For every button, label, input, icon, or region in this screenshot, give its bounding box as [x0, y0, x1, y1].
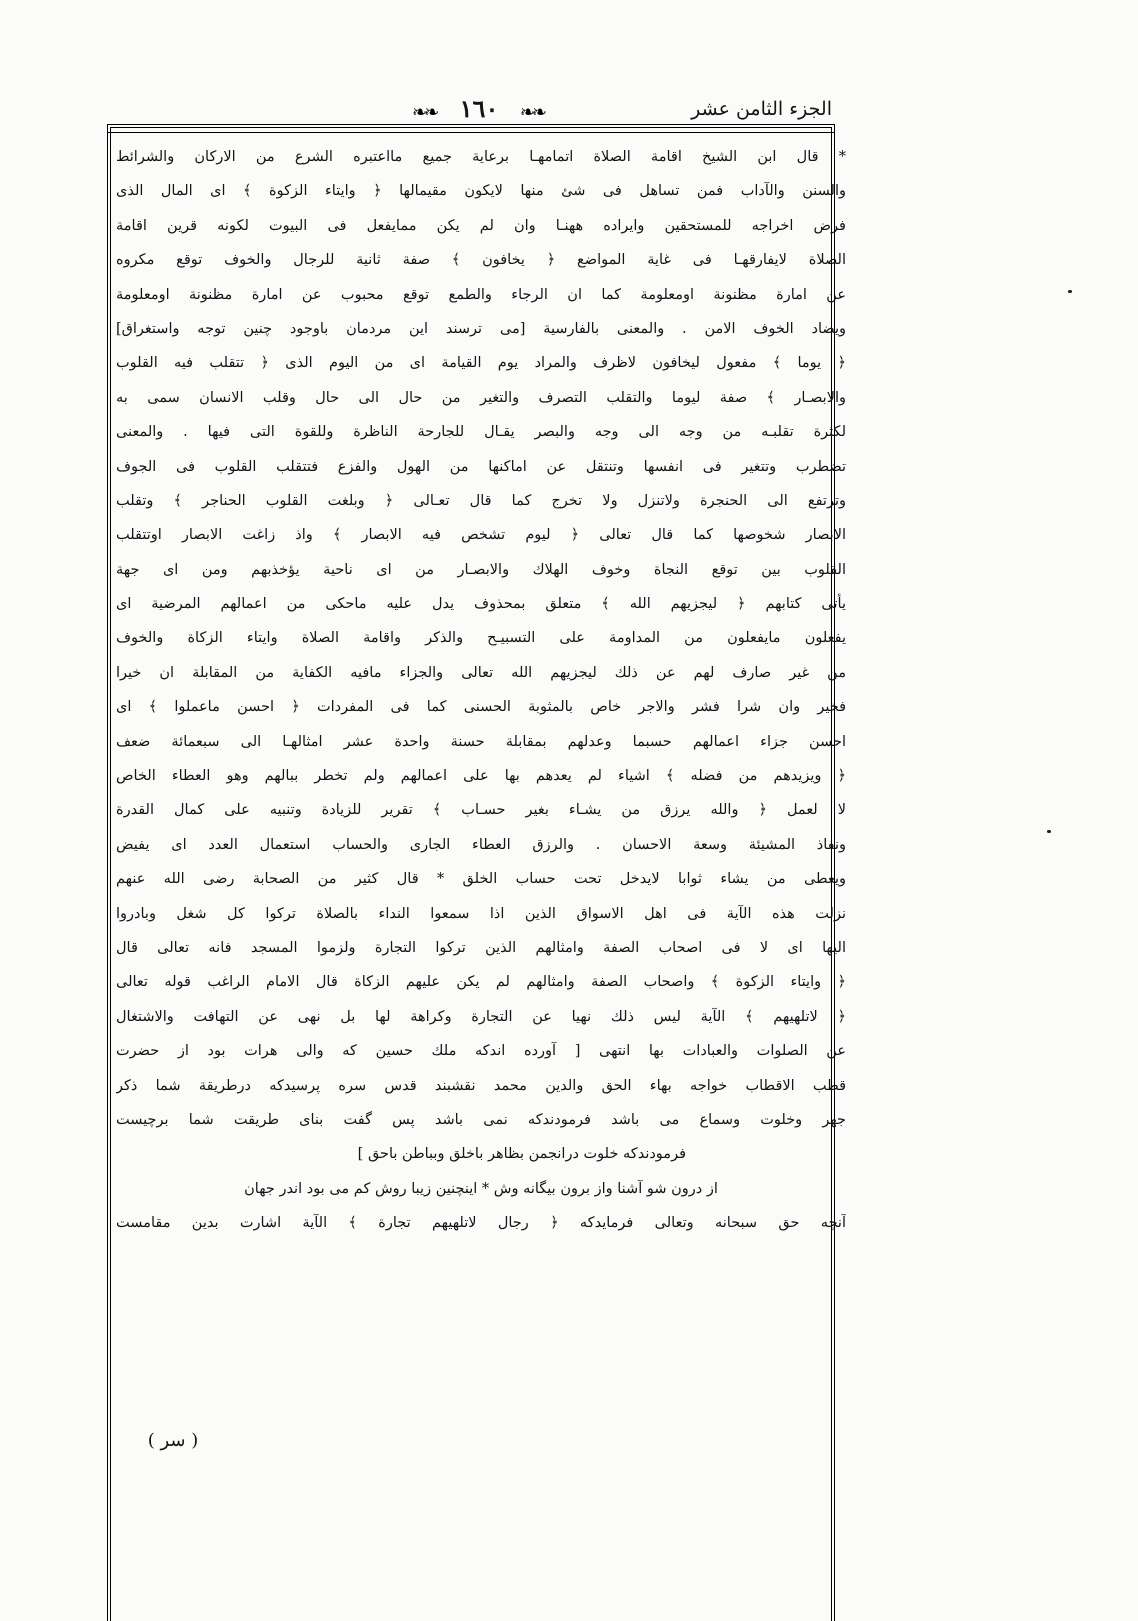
text-line: ﴿ ويزيدهم من فضله ﴾ اشياء لم يعدهم بها على اعمالهم ولم تخطر ببالهم وهو العطاء الخاص [116, 768, 846, 785]
body-text [116, 140, 846, 1241]
scan-speck [1047, 830, 1051, 833]
text-line: وترتفع الى الحنجرة ولاتنزل ولا تخرج كما قال تعـالى ﴿ وبلغت القلوب الحناجر ﴾ وتقلب [116, 492, 846, 509]
running-head: الجزء الثامن عشر [691, 98, 832, 120]
text-line: ويضاد الخوف الامن . والمعنى بالفارسية [مى ترسند اين مردمان باوجود چنين توجه واستغراق] [116, 320, 846, 337]
text-line: الصلاة لايفارقهـا فى غاية المواضع ﴿ يخافون ﴾ صفة ثانية للرجال والخوف توقع مكروه [116, 252, 846, 269]
text-line: لكثرة تقلبـه من وجه الى وجه والبصر يقـال للجارحة الناظرة وللقوة التى فيها . والمعنى [116, 424, 846, 441]
text-line: فخير وان شرا فشر والاجر خاص بالمثوبة الحسنى كما فى المفردات ﴿ احسن ماعملوا ﴾ اى [116, 699, 846, 716]
text-line: من غير صارف لهم عن ذلك ليجزيهم الله تعالى والجزاء مافيه الكفاية من المقابلة ان خيرا [116, 664, 846, 681]
text-line: نزلت هذه الآية فى اهل الاسواق الذين اذا سمعوا النداء بالصلاة تركوا كل شغل وبادروا [116, 905, 846, 922]
text-line: عن الصلوات والعبادات بها انتهى [ آورده اندكه ملك حسين كه والى هرات بود از حضرت [116, 1043, 846, 1060]
frame-inner-rule [107, 132, 835, 133]
text-line: ﴿ وايتاء الزكوة ﴾ واصحاب الصفة وامثالهم لم يكن عليهم الزكاة قال الامام الراغب قوله تعالى [116, 974, 846, 991]
ornament-right: ❧❧ [519, 102, 544, 123]
persian-couplet: از درون شو آشنا واز برون بيگانه وش * اينچنين زيبا روش كم مى بود اندر جهان [244, 1180, 718, 1197]
text-line: فرض اخراجه للمستحقين وايراده ههنـا وان لم يكن ممايفعل فى البيوت لكونه قرين اقامة [116, 217, 846, 234]
text-line: تضطرب وتتغير فى انفسها وتنتقل عن اماكنها من الهول والفزع فتتقلب القلوب فى الجوف [116, 458, 846, 475]
page-number-block [404, 92, 554, 128]
page-number: ١٦٠ [459, 94, 499, 123]
text-line: يأتى كتابهم ﴿ ليجزيهم الله ﴾ متعلق بمحذوف يدل عليه ماحكى من اعمالهم المرضية اى [116, 596, 846, 613]
text-line: لا لعمل ﴿ والله يرزق من يشـاء بغير حسـاب ﴾ تقرير للزيادة وتنبيه على كمال القدرة [116, 802, 846, 819]
text-line: والابصـار ﴾ صفة ليوما والتقلب التصرف والتغير من حال الى حال وقلب الانسان سمى به [116, 389, 846, 406]
text-line: قطب الاقطاب خواجه بهاء الحق والدين محمد نقشبند قدس سره پرسيدكه درطريقة شما ذكر [116, 1077, 846, 1094]
text-line: * قال ابن الشيخ اقامة الصلاة اتمامهـا برعاية جميع مااعتبره الشرع من الاركان والشرائط [116, 149, 846, 165]
scan-speck [1068, 290, 1072, 293]
text-line: جهر وخلوت وسماع مى باشد فرمودندكه نمى باشد پس گفت بناى طريقت شما برچيست [116, 1111, 846, 1128]
text-line: ﴿ يوما ﴾ مفعول ليخافون لاظرف والمراد يوم القيامة اى من اليوم الذى ﴿ تتقلب فيه القلوب [116, 355, 846, 372]
catchword: ( سر ) [147, 1430, 199, 1451]
text-line: عن امارة مظنونة اومعلومة كما ان الرجاء والطمع توقع محبوب عن امارة مظنونة اومعلومة [116, 286, 846, 303]
text-line: الابصار شخوصها كما قال تعالى ﴿ ليوم تشخص فيه الابصار ﴾ واذ زاغت الابصار اوتتقلب [116, 527, 846, 544]
ornament-left: ❧❧ [412, 102, 437, 123]
text-line: فرمودندكه خلوت درانجمن بظاهر باخلق وبباطن باحق ] [357, 1146, 686, 1163]
text-line: القلوب بين توقع النجاة وخوف الهلاك والابصـار من اى ناحية يؤخذبهم ومن اى جهة [116, 561, 846, 578]
text-line: اليها اى لا فى اصحاب الصفة وامثالهم الذين تركوا التجارة ولزموا المسجد فانه تعالى قال [116, 939, 846, 956]
text-line: ونفاذ المشيئة وسعة الاحسان . والرزق العطاء الجارى والحساب استعمال العدد اى يفيض [116, 836, 846, 853]
text-line: ﴿ لاتلهيهم ﴾ الآية ليس ذلك نهيا عن التجارة وكراهة لها بل نهى عن التهافت والاشتغال [116, 1008, 846, 1025]
text-line: آنچه حق سبحانه وتعالى فرمايدكه ﴿ رجال لاتلهيهم تجارة ﴾ الآية اشارت بدين مقامست [116, 1215, 846, 1232]
text-line: والسنن والآداب فمن تساهل فى شئ منها لايكون مقيمالها ﴿ وايتاء الزكوة ﴾ اى المال الذى [116, 183, 846, 200]
text-line: احسن جزاء اعمالهم حسبما وعدلهم بمقابلة حسنة واحدة عشر امثالهـا الى سبعمائة ضعف [116, 733, 846, 750]
text-line: ويعطى من يشاء ثوابا لايدخل تحت حساب الخلق * قال كثير من الصحابة رضى الله عنهم [116, 871, 846, 888]
text-line: يفعلون مايفعلون من المداومة على التسبيـح والذكر واقامة الصلاة وايتاء الزكاة والخوف [116, 630, 846, 647]
